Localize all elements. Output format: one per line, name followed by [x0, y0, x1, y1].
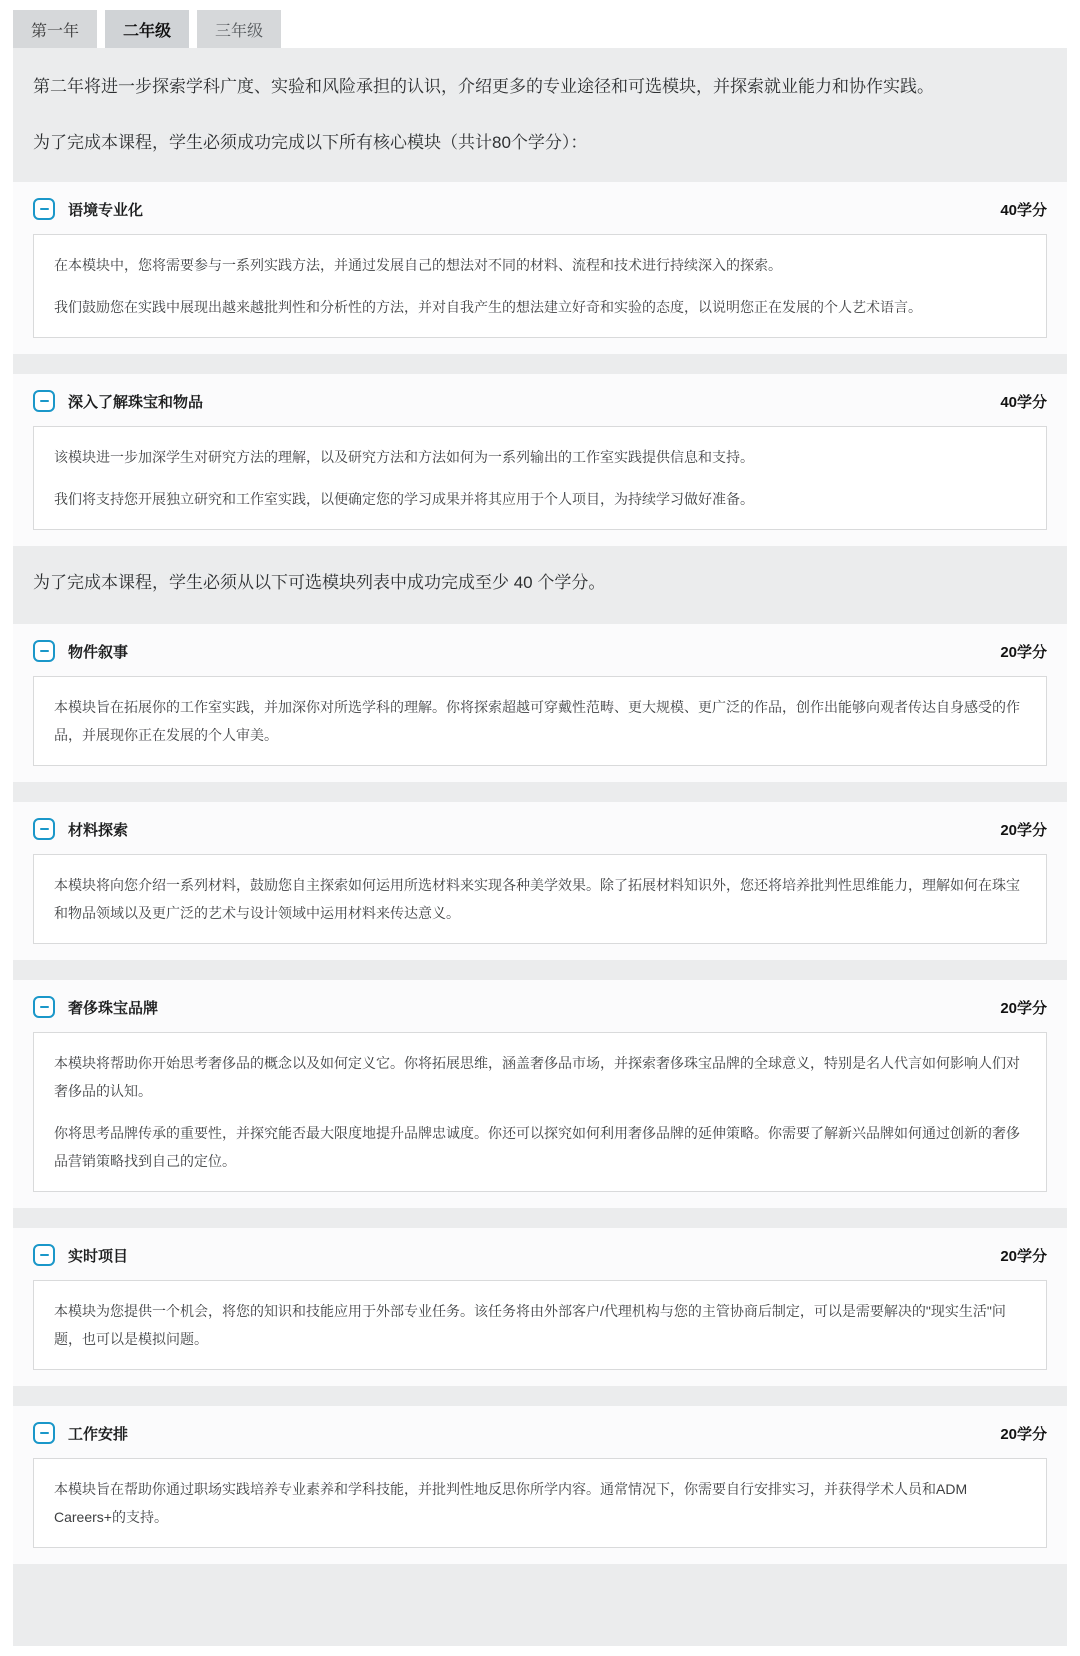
module-title: 工作安排: [68, 1425, 129, 1443]
module-paragraph: 我们将支持您开展独立研究和工作室实践，以便确定您的学习成果并将其应用于个人项目，为持续学习做好准备。: [54, 491, 754, 507]
module-credits: 20学分: [1000, 1425, 1047, 1443]
module-paragraph: 该模块进一步加深学生对研究方法的理解，以及研究方法和方法如何为一系列输出的工作室实践提供信息和支持。: [54, 449, 754, 465]
minus-icon: [40, 828, 49, 830]
module-paragraph: 本模块将向您介绍一系列材料，鼓励您自主探索如何运用所选材料来实现各种美学效果。除了拓展材料知识外，您还将培养批判性思维能力，理解如何在珠宝和物品领域以及更广泛的艺术与设计领域中运用材料来传达意义。: [54, 877, 1020, 921]
module-credits: 20学分: [1000, 821, 1047, 839]
module-paragraph: 你将思考品牌传承的重要性，并探究能否最大限度地提升品牌忠诚度。你还可以探究如何利用奢侈品牌的延伸策略。你需要了解新兴品牌如何通过创新的奢侈品营销策略找到自己的定位。: [54, 1125, 1020, 1169]
module-title: 物件叙事: [68, 643, 129, 661]
year-2-tab-panel: [13, 48, 1067, 1646]
module-accordion-header[interactable]: [33, 390, 1047, 412]
minus-icon: [40, 650, 49, 652]
module-paragraph: 我们鼓励您在实践中展现出越来越批判性和分析性的方法，并对自我产生的想法建立好奇和实验的态度，以说明您正在发展的个人艺术语言。: [54, 299, 922, 315]
collapse-minus-icon[interactable]: [33, 390, 55, 412]
module-accordion-header[interactable]: [33, 1244, 1047, 1266]
module-accordion-header[interactable]: [33, 818, 1047, 840]
module-credits: 20学分: [1000, 999, 1047, 1017]
module-paragraph: 本模块将帮助你开始思考奢侈品的概念以及如何定义它。你将拓展思维，涵盖奢侈品市场，并探索奢侈珠宝品牌的全球意义，特别是名人代言如何影响人们对奢侈品的认知。: [54, 1055, 1020, 1099]
tab-year-3[interactable]: 三年级: [197, 10, 281, 48]
minus-icon: [40, 1432, 49, 1434]
module-accordion-header[interactable]: [33, 996, 1047, 1018]
collapse-minus-icon[interactable]: [33, 640, 55, 662]
module-paragraph: 在本模块中，您将需要参与一系列实践方法，并通过发展自己的想法对不同的材料、流程和技术进行持续深入的探索。: [54, 257, 782, 273]
module-card: [13, 624, 1067, 782]
module-paragraph: 本模块旨在帮助你通过职场实践培养专业素养和学科技能，并批判性地反思你所学内容。通常情况下，你需要自行安排实习，并获得学术人员和ADM Careers+的支持。: [54, 1481, 968, 1525]
module-accordion-header[interactable]: [33, 640, 1047, 662]
module-description: [33, 1280, 1047, 1370]
module-description: [33, 1032, 1047, 1192]
minus-icon: [40, 1006, 49, 1008]
collapse-minus-icon[interactable]: [33, 1422, 55, 1444]
module-title: 材料探索: [68, 821, 129, 839]
module-title: 奢侈珠宝品牌: [68, 999, 159, 1017]
collapse-minus-icon[interactable]: [33, 1244, 55, 1266]
collapse-minus-icon[interactable]: [33, 198, 55, 220]
module-card: [13, 980, 1067, 1208]
core-modules-list: [13, 182, 1067, 546]
module-title: 深入了解珠宝和物品: [68, 393, 204, 411]
minus-icon: [40, 400, 49, 402]
module-paragraph: 本模块为您提供一个机会，将您的知识和技能应用于外部专业任务。该任务将由外部客户/代理机构与您的主管协商后制定，可以是需要解决的"现实生活"问题，也可以是模拟问题。: [54, 1303, 1006, 1347]
module-card: [13, 374, 1067, 546]
module-description: [33, 234, 1047, 338]
module-description: [33, 854, 1047, 944]
module-accordion-header[interactable]: [33, 198, 1047, 220]
module-description: [33, 1458, 1047, 1548]
module-credits: 40学分: [1000, 393, 1047, 411]
collapse-minus-icon[interactable]: [33, 818, 55, 840]
module-card: [13, 182, 1067, 354]
module-title: 语境专业化: [68, 201, 144, 219]
optional-modules-note: 为了完成本课程，学生必须从以下可选模块列表中成功完成至少 40 个学分。: [33, 573, 606, 592]
module-paragraph: 本模块旨在拓展你的工作室实践，并加深你对所选学科的理解。你将探索超越可穿戴性范畴、更大规模、更广泛的作品，创作出能够向观者传达自身感受的作品，并展现你正在发展的个人审美。: [54, 699, 1020, 743]
year-tabs: [13, 10, 1067, 48]
module-title: 实时项目: [68, 1247, 129, 1265]
module-card: [13, 1406, 1067, 1564]
tab-year-1[interactable]: 第一年: [13, 10, 97, 48]
module-card: [13, 1228, 1067, 1386]
module-card: [13, 802, 1067, 960]
module-description: [33, 426, 1047, 530]
minus-icon: [40, 1254, 49, 1256]
module-credits: 40学分: [1000, 201, 1047, 219]
course-structure-page: [13, 10, 1067, 1646]
module-accordion-header[interactable]: [33, 1422, 1047, 1444]
tab-year-2[interactable]: 二年级: [105, 10, 189, 48]
optional-modules-list: [13, 624, 1067, 1564]
intro-section: [13, 48, 1067, 162]
intro-paragraph-2: 为了完成本课程，学生必须成功完成以下所有核心模块（共计80个学分）：: [33, 133, 588, 152]
minus-icon: [40, 208, 49, 210]
intro-paragraph-1: 第二年将进一步探索学科广度、实验和风险承担的认识，介绍更多的专业途径和可选模块，并探索就业能力和协作实践。: [33, 77, 934, 96]
module-credits: 20学分: [1000, 643, 1047, 661]
collapse-minus-icon[interactable]: [33, 996, 55, 1018]
module-credits: 20学分: [1000, 1247, 1047, 1265]
module-description: [33, 676, 1047, 766]
